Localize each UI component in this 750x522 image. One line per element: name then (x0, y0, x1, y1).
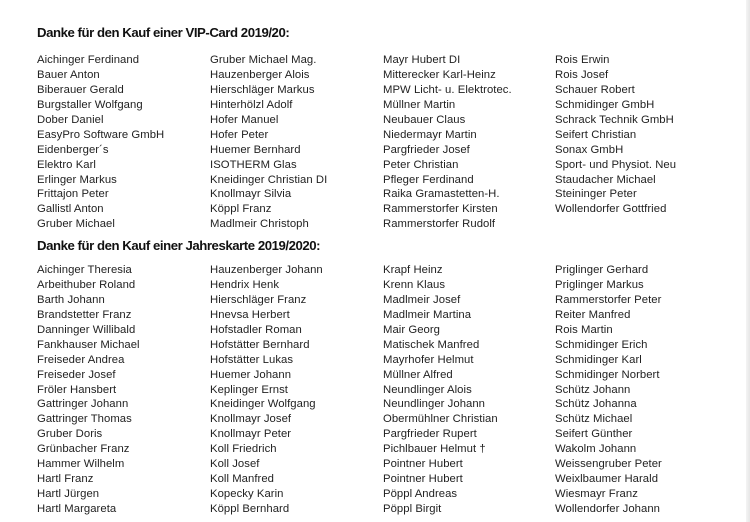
vip-name-entry: Biberauer Gerald (37, 83, 124, 96)
vip-name-entry: Schrack Technik GmbH (555, 113, 674, 126)
season-column-3 (383, 263, 555, 517)
vip-name-entry: Elektro Karl (37, 158, 96, 171)
season-column-4 (555, 263, 737, 517)
season-name-entry: Keplinger Ernst (210, 383, 288, 396)
season-name-entry: Weixlbaumer Harald (555, 473, 659, 486)
vip-name-entry: Pargfrieder Josef (383, 143, 470, 156)
season-name-entry: Neundlinger Johann (383, 398, 486, 411)
season-name-entry: Hofstätter Lukas (210, 353, 294, 366)
vip-card-heading: Danke für den Kauf einer VIP-Card 2019/20: (37, 25, 290, 40)
season-name-entry: Koll Josef (210, 458, 260, 471)
vip-name-entry: Schauer Robert (555, 83, 635, 96)
season-name-entry: Gattringer Thomas (37, 413, 132, 426)
vip-name-entry: Gallistl Anton (37, 203, 104, 216)
vip-name-entry: Rammerstorfer Kirsten (383, 203, 498, 216)
vip-name-entry: Raika Gramastetten-H. (383, 188, 500, 201)
season-name-entry: Kneidinger Wolfgang (210, 398, 316, 411)
vip-name-entry: MPW Licht- u. Elektrotec. (383, 83, 512, 96)
season-name-entry: Aichinger Theresia (37, 264, 132, 276)
season-name-entry: Pöppl Andreas (383, 488, 458, 501)
season-name-entry: Wollendorfer Johann (555, 503, 660, 515)
vip-name-entry: Rammerstorfer Rudolf (383, 218, 496, 231)
season-name-entry: Pichlbauer Helmut † (383, 443, 486, 456)
vip-name-entry: Hofer Peter (210, 128, 269, 141)
vip-name-entry: Eidenberger´s (37, 143, 109, 156)
season-name-entry: Hartl Margareta (37, 503, 117, 515)
season-name-entry: Arbeithuber Roland (37, 278, 136, 291)
season-name-entry: Freiseder Josef (37, 368, 116, 381)
season-name-entry: Pöppl Birgit (383, 503, 442, 515)
vip-column-4 (555, 53, 737, 232)
season-name-entry: Huemer Johann (210, 368, 292, 381)
season-name-entry: Krapf Heinz (383, 264, 443, 276)
season-name-entry: Rammerstorfer Peter (555, 293, 662, 306)
season-name-entry: Pargfrieder Rupert (383, 428, 477, 441)
vip-column-1 (37, 53, 210, 232)
season-name-entry: Schütz Michael (555, 413, 633, 426)
vip-name-entry: Hierschläger Markus (210, 83, 315, 96)
vip-name-entry: Kneidinger Christian DI (210, 173, 328, 186)
season-name-entry: Köppl Bernhard (210, 503, 290, 515)
season-name-entry: Madlmeir Martina (383, 308, 472, 321)
season-name-entry: Knollmayr Josef (210, 413, 292, 426)
vip-name-entry: Sonax GmbH (555, 143, 624, 156)
season-name-entry: Hauzenberger Johann (210, 264, 323, 276)
vip-name-entry: Mayr Hubert DI (383, 54, 461, 66)
season-name-entry: Gruber Doris (37, 428, 103, 441)
season-name-entry: Madlmeir Josef (383, 293, 461, 306)
vip-column-2 (210, 53, 383, 232)
vip-name-entry: Burgstaller Wolfgang (37, 98, 143, 111)
vip-name-entry: Seifert Christian (555, 128, 637, 141)
season-name-entry: Knollmayr Peter (210, 428, 292, 441)
vip-name-entry: Köppl Franz (210, 203, 272, 216)
vip-name-entry: Rois Erwin (555, 54, 610, 66)
season-name-entry: Wakolm Johann (555, 443, 637, 456)
vip-name-entry: Schmidinger GmbH (555, 98, 655, 111)
season-name-entry: Koll Manfred (210, 473, 275, 486)
season-name-entry: Kopecky Karin (210, 488, 284, 501)
season-name-entry: Schmidinger Norbert (555, 368, 660, 381)
season-column-1 (37, 263, 210, 517)
season-name-entry: Mair Georg (383, 323, 441, 336)
season-name-entry: Gattringer Johann (37, 398, 129, 411)
vip-name-entry: Knollmayr Silvia (210, 188, 292, 201)
season-name-entry: Weissengruber Peter (555, 458, 662, 471)
vip-card-name-list (37, 53, 737, 232)
season-name-entry: Schütz Johanna (555, 398, 637, 411)
vip-name-entry: Huemer Bernhard (210, 143, 301, 156)
season-name-entry: Müllner Alfred (383, 368, 453, 381)
vip-name-entry: Pfleger Ferdinand (383, 173, 474, 186)
season-ticket-name-list (37, 263, 737, 517)
season-name-entry: Hierschläger Franz (210, 293, 307, 306)
season-name-entry: Wiesmayr Franz (555, 488, 638, 501)
season-name-entry: Pointner Hubert (383, 458, 463, 471)
season-name-entry: Grünbacher Franz (37, 443, 130, 456)
season-ticket-heading: Danke für den Kauf einer Jahreskarte 2019/2020: (37, 238, 321, 253)
season-name-entry: Rois Martin (555, 323, 613, 336)
season-name-entry: Hammer Wilhelm (37, 458, 125, 471)
season-name-entry: Neundlinger Alois (383, 383, 472, 396)
season-name-entry: Barth Johann (37, 293, 105, 306)
season-name-entry: Hofstadler Roman (210, 323, 302, 336)
season-name-entry: Hendrix Henk (210, 278, 280, 291)
season-name-entry: Seifert Günther (555, 428, 633, 441)
vip-name-entry: Mitterecker Karl-Heinz (383, 68, 496, 81)
vip-name-entry: Müllner Martin (383, 98, 456, 111)
season-name-entry: Koll Friedrich (210, 443, 277, 456)
season-name-entry: Freiseder Andrea (37, 353, 125, 366)
season-name-entry: Priglinger Gerhard (555, 264, 649, 276)
vip-name-entry: Wollendorfer Gottfried (555, 203, 667, 216)
vip-name-entry: EasyPro Software GmbH (37, 128, 165, 141)
vip-name-entry: Gruber Michael (37, 218, 115, 231)
season-name-entry: Obermühlner Christian (383, 413, 498, 426)
vip-name-entry: Rois Josef (555, 68, 609, 81)
season-name-entry: Hartl Jürgen (37, 488, 100, 501)
vip-name-entry: Hofer Manuel (210, 113, 279, 126)
vip-name-entry: Frittajon Peter (37, 188, 109, 201)
page-edge (746, 0, 750, 522)
season-name-entry: Fröler Hansbert (37, 383, 117, 396)
season-name-entry: Schütz Johann (555, 383, 631, 396)
vip-column-3 (383, 53, 555, 232)
vip-name-entry: Sport- und Physiot. Neu (555, 158, 677, 171)
vip-name-entry: Neubauer Claus (383, 113, 466, 126)
vip-name-entry: Hinterhölzl Adolf (210, 98, 293, 111)
season-name-entry: Pointner Hubert (383, 473, 463, 486)
vip-name-entry: Dober Daniel (37, 113, 104, 126)
season-name-entry: Hartl Franz (37, 473, 94, 486)
season-name-entry: Hnevsa Herbert (210, 308, 290, 321)
season-name-entry: Danninger Willibald (37, 323, 136, 336)
vip-name-entry: Staudacher Michael (555, 173, 656, 186)
season-name-entry: Brandstetter Franz (37, 308, 132, 321)
season-name-entry: Mayrhofer Helmut (383, 353, 474, 366)
season-name-entry: Hofstätter Bernhard (210, 338, 310, 351)
vip-name-entry: Steininger Peter (555, 188, 637, 201)
vip-name-entry: Hauzenberger Alois (210, 68, 310, 81)
season-name-entry: Schmidinger Erich (555, 338, 648, 351)
season-name-entry: Priglinger Markus (555, 278, 644, 291)
vip-name-entry: Peter Christian (383, 158, 459, 171)
vip-name-entry: Bauer Anton (37, 68, 100, 81)
vip-name-entry: Gruber Michael Mag. (210, 54, 317, 66)
vip-name-entry: ISOTHERM Glas (210, 158, 297, 171)
vip-name-entry: Erlinger Markus (37, 173, 117, 186)
season-column-2 (210, 263, 383, 517)
season-name-entry: Matischek Manfred (383, 338, 480, 351)
season-name-entry: Schmidinger Karl (555, 353, 642, 366)
vip-name-entry: Madlmeir Christoph (210, 218, 309, 231)
vip-name-entry: Niedermayr Martin (383, 128, 477, 141)
season-name-entry: Krenn Klaus (383, 278, 446, 291)
season-name-entry: Fankhauser Michael (37, 338, 140, 351)
vip-name-entry: Aichinger Ferdinand (37, 54, 140, 66)
season-name-entry: Reiter Manfred (555, 308, 631, 321)
